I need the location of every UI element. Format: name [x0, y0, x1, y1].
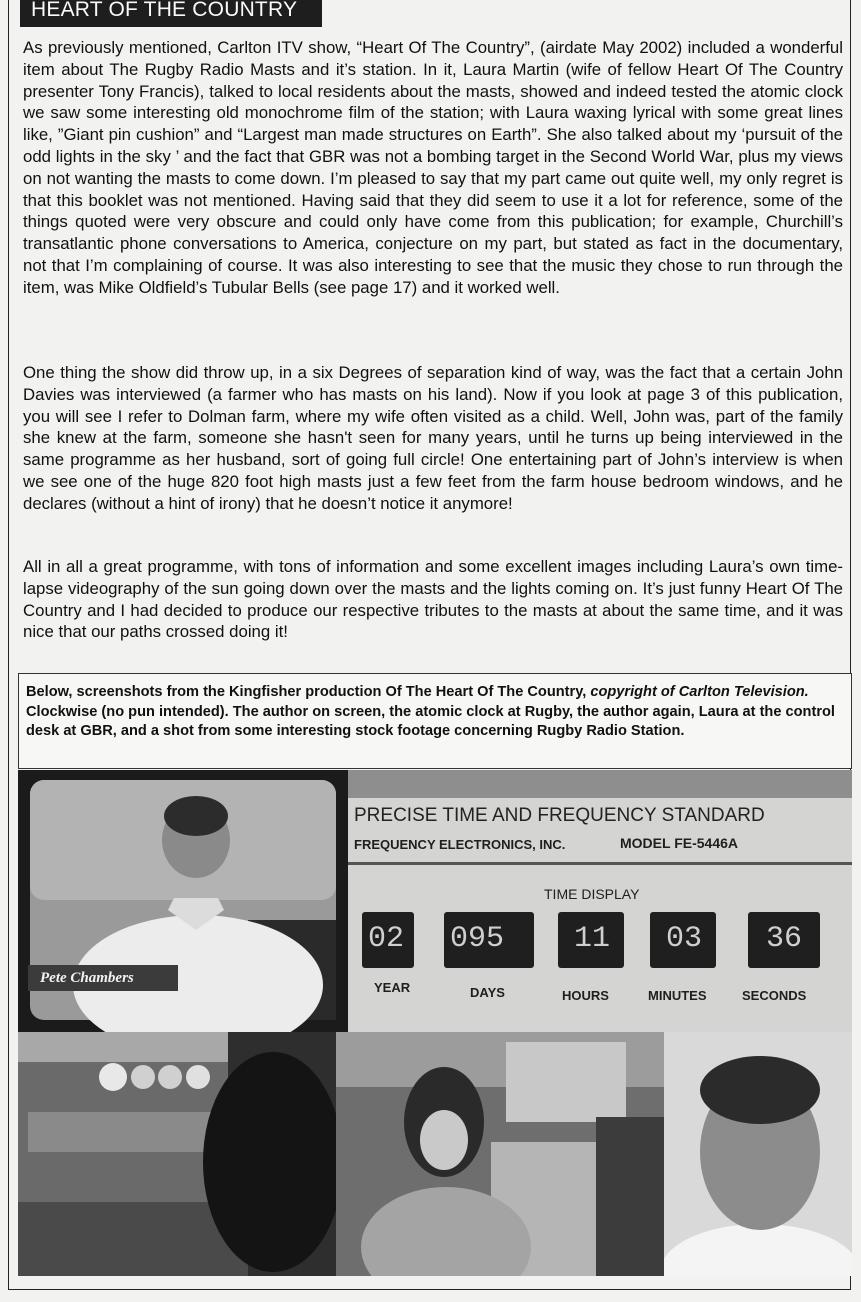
author-closeup-image [664, 1032, 852, 1276]
clock-maker: FREQUENCY ELECTRONICS, INC. [354, 837, 566, 852]
clock-digit-minutes: 03 [666, 922, 703, 956]
photo-caption [26, 683, 844, 742]
clock-digit-seconds: 36 [766, 922, 803, 956]
caption-text-2: Clockwise (no pun intended). The author on screen, the atomic clock at Rugby, the author again, Laura at the control desk at GBR, and a shot from some interesting stock footage concerning Rugby Radio Station. [26, 703, 835, 739]
caption-text-1: Below, screenshots from the Kingfisher production Of The Heart Of The Country, [26, 684, 591, 700]
clock-unit-seconds: SECONDS [742, 988, 807, 1003]
clock-display-label: TIME DISPLAY [544, 886, 640, 902]
photo-author-tv [18, 770, 348, 1032]
clock-digit-hours: 11 [574, 922, 611, 956]
clock-digit-days: 095 [450, 922, 505, 956]
clock-digit-year: 02 [368, 922, 405, 956]
caption-box [18, 673, 852, 769]
name-caption: Pete Chambers [28, 965, 178, 991]
photo-laura-control-desk [336, 1032, 664, 1276]
laura-control-desk-image [336, 1032, 664, 1276]
clock-unit-year: YEAR [374, 980, 411, 995]
body-paragraph-2: One thing the show did throw up, in a six Degrees of separation kind of way, was the fact that a certain John Davies was interviewed (a farmer who has masts on his land). Now if you look at page 3 of this publication, you will see I refer to Dolman farm, where my wife often visited as a child. Well, John was, part of the family she knew at the farm, someone she hasn't seen for many years, until he turns up being interviewed in the same programme as her husband, sort of going full circle! One entertaining part of John’s interview is when we see one of the huge 820 foot high masts just a few feet from the farm house bedroom windows, and he declares (without a hint of irony) that he doesn’t notice it anymore! [23, 363, 843, 513]
clock-unit-hours: HOURS [562, 988, 609, 1003]
body-paragraph-3: All in all a great programme, with tons of information and some excellent images including Laura’s own time-lapse videography of the sun going down over the masts and the lights coming on. It’s just funny Heart Of The Country and I had decided to produce our respective tributes to the masts at about the same time, and it was nice that our paths crossed doing it! [23, 557, 843, 642]
section-title: HEART OF THE COUNTRY [31, 0, 298, 21]
clock-unit-days: DAYS [470, 985, 505, 1000]
photo-stock-footage [18, 1032, 336, 1276]
photo-author-closeup [664, 1032, 852, 1276]
author-tv-image [18, 770, 348, 1032]
body-paragraph-1: As previously mentioned, Carlton ITV show, “Heart Of The Country”, (airdate May 2002) included a wonderful item about The Rugby Radio Masts and it’s station. In it, Laura Martin (wife of fellow Heart Of The Country presenter Tony Francis), talked to local residents about the masts, showed and indeed tested the atomic clock we saw some interesting old monochrome film of the station; with Laura waxing lyrical with some great lines like, ”Giant pin cushion” and “Largest man made structures on Earth”. She also talked about my ‘pursuit of the odd lights in the sky ’ and the fact that GBR was not a bombing target in the Second World War, plus my views on not wanting the masts to come down. I’m pleased to say that my part came out quite well, my only regret is that this booklet was not mentioned. Having said that they did seem to use it a lot for reference, some of the things quoted were very obscure and could only have come from this publication; for example, Churchill’s transatlantic phone conversations to America, conjecture on my part, but stated as fact in the documentary, not that I’m complaining of course. It was also interesting to see that the music they chose to run through the item, was Mike Oldfield’s Tubular Bells (see page 17) and it worked well. [23, 38, 843, 297]
caption-copyright: copyright of Carlton Television. [590, 684, 809, 700]
clock-model: MODEL FE-5446A [620, 835, 738, 851]
clock-title: PRECISE TIME AND FREQUENCY STANDARD [354, 805, 765, 826]
clock-unit-minutes: MINUTES [648, 988, 707, 1003]
stock-footage-image [18, 1032, 336, 1276]
